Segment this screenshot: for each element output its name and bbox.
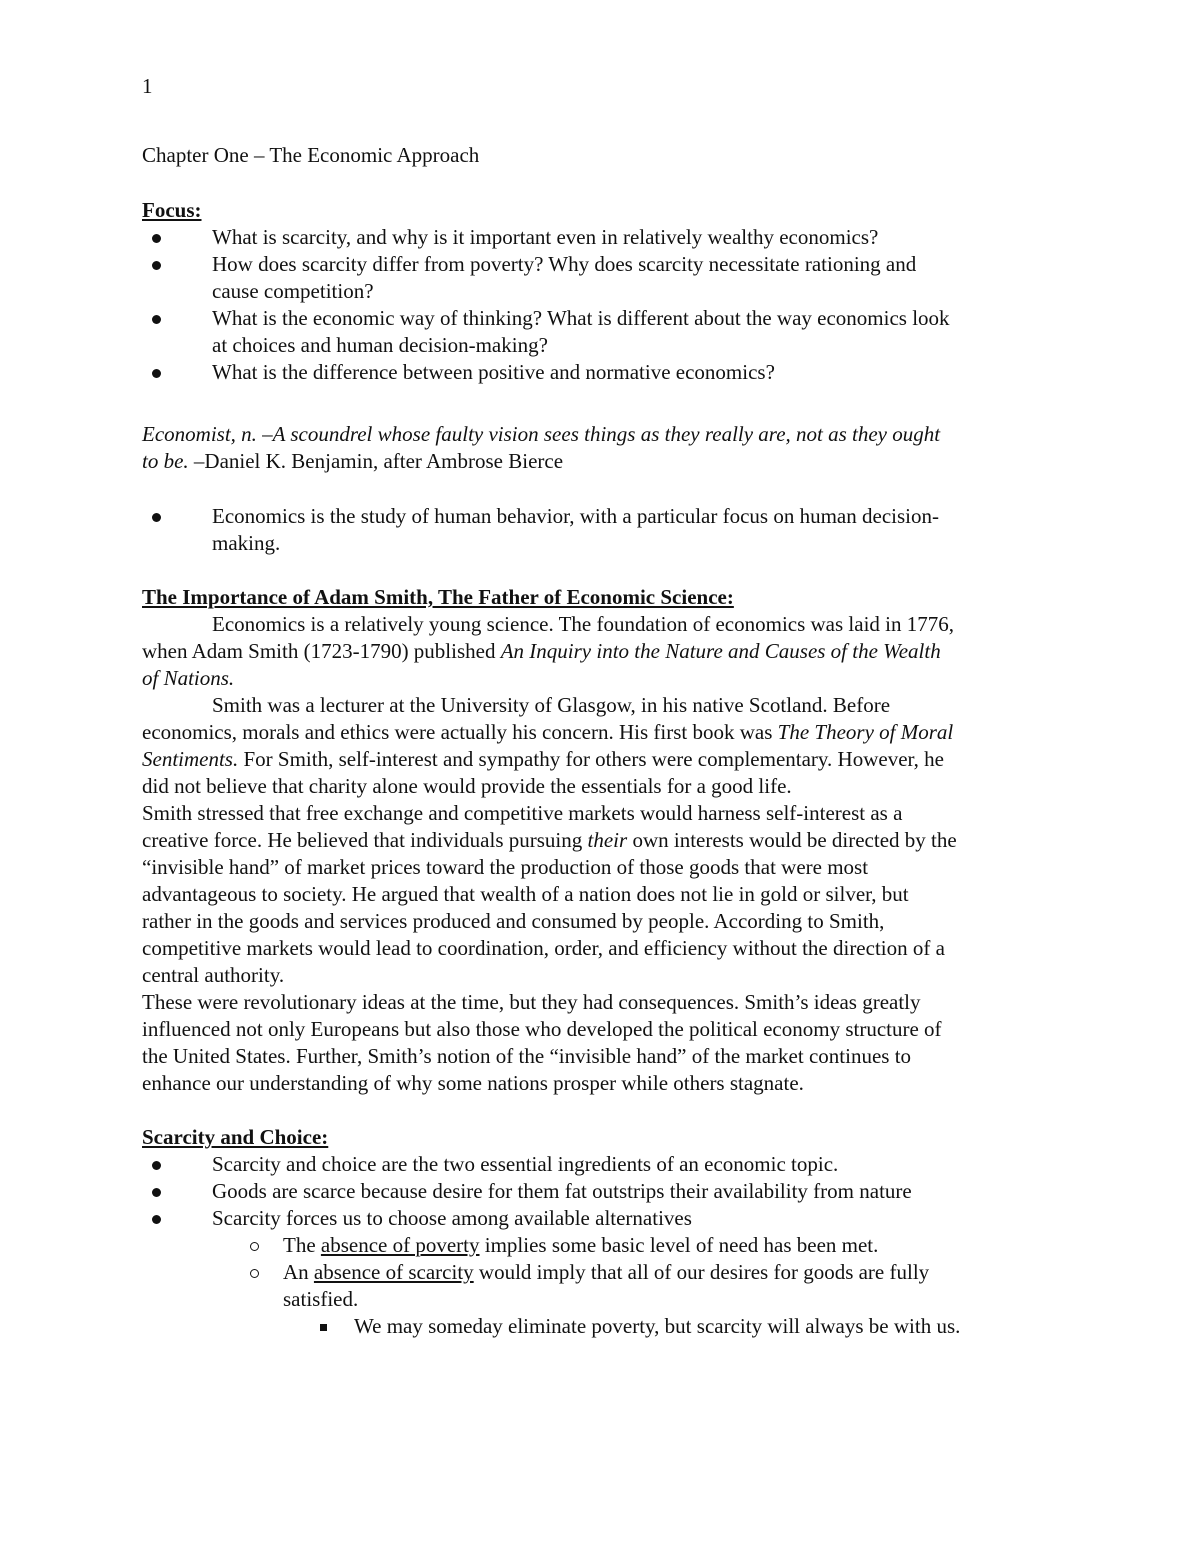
bullet-icon (152, 1215, 161, 1224)
quote-line-1: Economist, n. –A scoundrel whose faulty vision sees things as they really are, not as they ought (142, 422, 941, 446)
moral-sentiments-title: The Theory of Moral (777, 720, 954, 744)
sub-text: would imply that all of our desires for goods are fully (473, 1260, 930, 1284)
smith-p1-line-3: of Nations. (142, 666, 235, 690)
smith-p3-line-5: rather in the goods and services produced and consumed by people. According to Smith, (142, 909, 885, 933)
sub-text: The (283, 1233, 321, 1257)
bullet-icon (152, 513, 161, 522)
smith-p2-line-2 (142, 719, 953, 746)
focus-heading: Focus: (142, 198, 202, 222)
smith-p4-line-2: influenced not only Europeans but also those who developed the political economy structure of (142, 1017, 942, 1041)
sub-text: An (283, 1260, 314, 1284)
smith-p2-line-3 (142, 746, 944, 773)
smith-p3-line-4: advantageous to society. He argued that wealth of a nation does not lie in gold or silver, but (142, 882, 909, 906)
definition-line-1: Economics is the study of human behavior, with a particular focus on human decision- (212, 504, 939, 528)
sub-bullet-circle-icon (250, 1269, 259, 1278)
smith-p1-text: when Adam Smith (1723-1790) published (142, 639, 501, 663)
bullet-icon (152, 369, 161, 378)
scarcity-bullet-1: Scarcity and choice are the two essential ingredients of an economic topic. (212, 1152, 839, 1176)
page-number: 1 (142, 74, 153, 98)
scarcity-sub-sub-1: We may someday eliminate poverty, but scarcity will always be with us. (354, 1314, 961, 1338)
focus-item-3-line-1: What is the economic way of thinking? What is different about the way economics look (212, 306, 950, 330)
adam-smith-heading: The Importance of Adam Smith, The Father of Economic Science: (142, 585, 734, 609)
bullet-icon (152, 234, 161, 243)
smith-p2-text: For Smith, self-interest and sympathy for others were complementary. However, he (238, 747, 945, 771)
quote-line-2 (142, 448, 563, 475)
scarcity-sub-2-line-1 (283, 1259, 929, 1286)
focus-item-2-line-1: How does scarcity differ from poverty? Why does scarcity necessitate rationing and (212, 252, 917, 276)
smith-p2-text: economics, morals and ethics were actually his concern. His first book was (142, 720, 778, 744)
scarcity-bullet-3: Scarcity forces us to choose among available alternatives (212, 1206, 692, 1230)
smith-p3-line-7: central authority. (142, 963, 285, 987)
emphasis-their: their (587, 828, 628, 852)
smith-p3-line-3: “invisible hand” of market prices toward the production of those goods that were most (142, 855, 869, 879)
quote-attribution: –Daniel K. Benjamin, after Ambrose Bierce (188, 449, 564, 473)
smith-p2-line-4: did not believe that charity alone would provide the essentials for a good life. (142, 774, 792, 798)
definition-line-2: making. (212, 531, 281, 555)
term-absence-of-poverty: absence of poverty (320, 1233, 480, 1257)
smith-p3-line-6: competitive markets would lead to coordination, order, and efficiency without the direction of a (142, 936, 945, 960)
smith-p4-line-4: enhance our understanding of why some nations prosper while others stagnate. (142, 1071, 804, 1095)
smith-p1-line-1: Economics is a relatively young science. The foundation of economics was laid in 1776, (212, 612, 955, 636)
bullet-icon (152, 261, 161, 270)
bullet-icon (152, 1161, 161, 1170)
quote-italic: to be. (142, 449, 189, 473)
chapter-title: Chapter One – The Economic Approach (142, 143, 480, 167)
smith-p3-line-1: Smith stressed that free exchange and competitive markets would harness self-interest as a (142, 801, 903, 825)
smith-p4-line-3: the United States. Further, Smith’s notion of the “invisible hand” of the market continues to (142, 1044, 912, 1068)
smith-p2-line-1: Smith was a lecturer at the University of Glasgow, in his native Scotland. Before (212, 693, 891, 717)
focus-item-1: What is scarcity, and why is it important even in relatively wealthy economics? (212, 225, 879, 249)
bullet-icon (152, 315, 161, 324)
wealth-of-nations-title: An Inquiry into the Nature and Causes of the Wealth (500, 639, 941, 663)
bullet-icon (152, 1188, 161, 1197)
smith-p3-text: creative force. He believed that individuals pursuing (142, 828, 588, 852)
moral-sentiments-title-end: Sentiments. (142, 747, 239, 771)
focus-item-4: What is the difference between positive and normative economics? (212, 360, 775, 384)
sub-text: implies some basic level of need has been met. (479, 1233, 879, 1257)
smith-p4-line-1: These were revolutionary ideas at the time, but they had consequences. Smith’s ideas greatly (142, 990, 921, 1014)
smith-p3-text: own interests would be directed by the (627, 828, 957, 852)
scarcity-bullet-2: Goods are scarce because desire for them fat outstrips their availability from nature (212, 1179, 912, 1203)
focus-item-3-line-2: at choices and human decision-making? (212, 333, 548, 357)
smith-p1-line-2 (142, 638, 941, 665)
sub-sub-bullet-square-icon (320, 1324, 327, 1331)
scarcity-sub-1 (283, 1232, 878, 1259)
focus-item-2-line-2: cause competition? (212, 279, 374, 303)
scarcity-heading: Scarcity and Choice: (142, 1125, 329, 1149)
sub-bullet-circle-icon (250, 1242, 259, 1251)
smith-p3-line-2 (142, 827, 957, 854)
term-absence-of-scarcity: absence of scarcity (313, 1260, 474, 1284)
scarcity-sub-2-line-2: satisfied. (283, 1287, 359, 1311)
